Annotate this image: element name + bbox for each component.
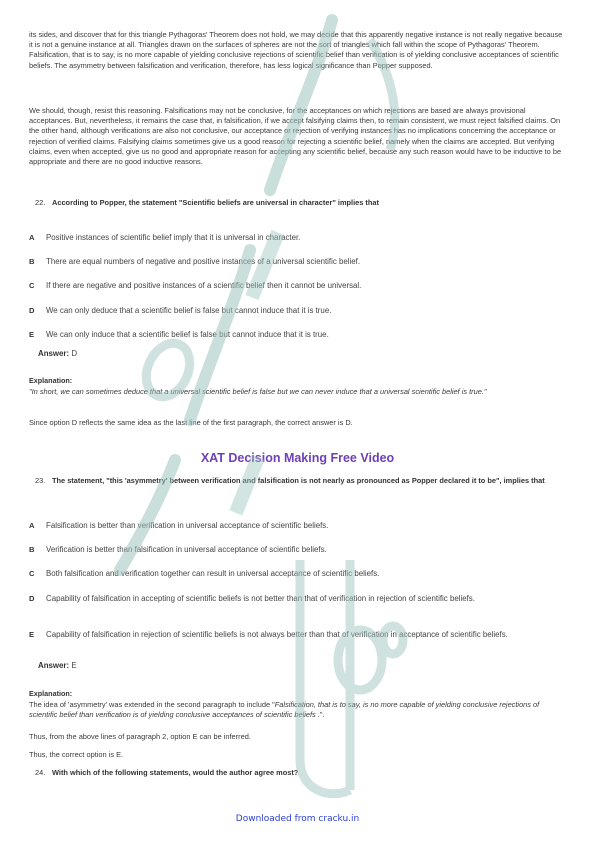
q23-answer xyxy=(38,660,77,671)
question-number: 24. xyxy=(35,768,46,777)
q23-option-e[interactable] xyxy=(29,629,565,640)
option-letter: B xyxy=(29,545,35,554)
option-letter: A xyxy=(29,521,35,530)
option-letter: D xyxy=(29,594,35,603)
passage-paragraph-2: We should, though, resist this reasoning. Falsifications may not be conclusive, for the acceptances on which rejections are based are always provisional acceptances. But, nevertheless, it remains the case that, in falsification, if we accept falsifying claims then, to remain consistent, we must reject falsified claims. On the other hand, although verifications are also not conclusive, our acceptance or rejection of verifying instances has no implications concerning the acceptance or rejection of verified claims. Falsifying claims sometimes give us a good reason for rejecting a scientific belief, namely when the claims are accepted. But verifying claims, even when accepted, give us no good and appropriate reason for accepting any scientific belief, because any such reason would have to be inductive to be appropriate and there are no good inductive reasons. xyxy=(29,106,562,167)
question-number: 23. xyxy=(35,476,46,485)
q23-explanation-label: Explanation: xyxy=(29,689,73,698)
option-letter: A xyxy=(29,233,35,242)
question-text: According to Popper, the statement "Scientific beliefs are universal in character" implies that xyxy=(52,198,379,207)
option-text: Capability of falsification in rejection of scientific beliefs is not always better than that of verification in acceptance of scientific beliefs. xyxy=(46,630,508,639)
option-text: There are equal numbers of negative and positive instances of a universal scientific belief. xyxy=(46,257,361,266)
option-letter: D xyxy=(29,306,35,315)
q23-explanation-line-2: Thus, from the above lines of paragraph 2, option E can be inferred. xyxy=(29,732,251,741)
q22-explanation-quote: "In short, we can sometimes deduce that a universal scientific belief is false but we can never induce that a universal scientific belief is true." xyxy=(29,387,487,396)
option-text: We can only induce that a scientific belief is false but cannot induce that it is true. xyxy=(46,330,329,339)
option-letter: C xyxy=(29,281,35,290)
question-text: With which of the following statements, would the author agree most? xyxy=(52,768,299,777)
explanation-lead: The idea of 'asymmetry' was extended in the second paragraph to include " xyxy=(29,700,275,709)
option-text: Verification is better than falsification in universal acceptance of scientific beliefs. xyxy=(46,545,327,554)
q23-option-b[interactable] xyxy=(29,544,565,555)
q22-option-c[interactable] xyxy=(29,280,565,291)
question-23 xyxy=(35,476,565,486)
q23-option-a[interactable] xyxy=(29,520,565,531)
option-text: Falsification is better than verification in universal acceptance of scientific beliefs. xyxy=(46,521,329,530)
q22-option-d[interactable] xyxy=(29,305,565,316)
answer-label: Answer: xyxy=(38,349,70,358)
answer-value: D xyxy=(71,349,78,358)
option-text: Both falsification and verification together can result in universal acceptance of scientific beliefs. xyxy=(46,569,380,578)
option-letter: E xyxy=(29,330,35,339)
q22-option-b[interactable] xyxy=(29,256,565,267)
passage-paragraph-1: its sides, and discover that for this triangle Pythagoras' Theorem does not hold, we may decide that this apparently negative instance is not really negative because it is not a genuine instance at all. Triangles drawn on the surfaces of spheres are not the sort of triangles which fall within the scope of Pythagoras' Theorem. Falsification, that is to say, is no more capable of yielding conclusive rejections of scientific belief than verification is of yielding conclusive acceptances of scientific beliefs. The asymmetry between falsification and verification, therefore, has less logical significance than Popper supposed. xyxy=(29,30,563,70)
q23-explanation-line-3: Thus, the correct option is E. xyxy=(29,750,124,759)
option-text: Capability of falsification in accepting of scientific beliefs is not better than that of verification in rejection of scientific beliefs. xyxy=(46,594,475,603)
q22-explanation-label: Explanation: xyxy=(29,376,73,385)
question-22 xyxy=(35,198,565,208)
option-text: Positive instances of scientific belief imply that it is universal in character. xyxy=(46,233,301,242)
option-letter: C xyxy=(29,569,35,578)
q22-answer xyxy=(38,348,77,359)
footer-download-link[interactable]: Downloaded from cracku.in xyxy=(235,814,360,824)
option-letter: B xyxy=(29,257,35,266)
q22-explanation-text: Since option D reflects the same idea as the last line of the first paragraph, the correct answer is D. xyxy=(29,418,353,427)
answer-label: Answer: xyxy=(38,661,70,670)
q23-explanation-body xyxy=(29,700,565,720)
question-text: The statement, "this 'asymmetry' between verification and falsification is not nearly as pronounced as Popper declared it to be", implies that xyxy=(52,476,545,485)
question-number: 22. xyxy=(35,198,46,207)
option-text: We can only deduce that a scientific belief is false but cannot induce that it is true. xyxy=(46,306,332,315)
explanation-quote: Falsification, that is to say, is no more capable of yielding conclusive rejections of scientific belief than verification is of yielding conclusive acceptances of scientific beliefs . xyxy=(29,700,540,720)
q22-option-e[interactable] xyxy=(29,329,565,340)
q22-option-a[interactable] xyxy=(29,232,565,243)
option-letter: E xyxy=(29,630,35,639)
option-text: If there are negative and positive instances of a scientific belief then it cannot be universal. xyxy=(46,281,362,290)
question-24 xyxy=(35,768,565,778)
q23-option-d[interactable] xyxy=(29,593,565,604)
q23-option-c[interactable] xyxy=(29,568,565,579)
video-heading-link[interactable]: XAT Decision Making Free Video xyxy=(200,451,395,465)
explanation-tail: ". xyxy=(319,710,325,720)
answer-value: E xyxy=(71,661,77,670)
